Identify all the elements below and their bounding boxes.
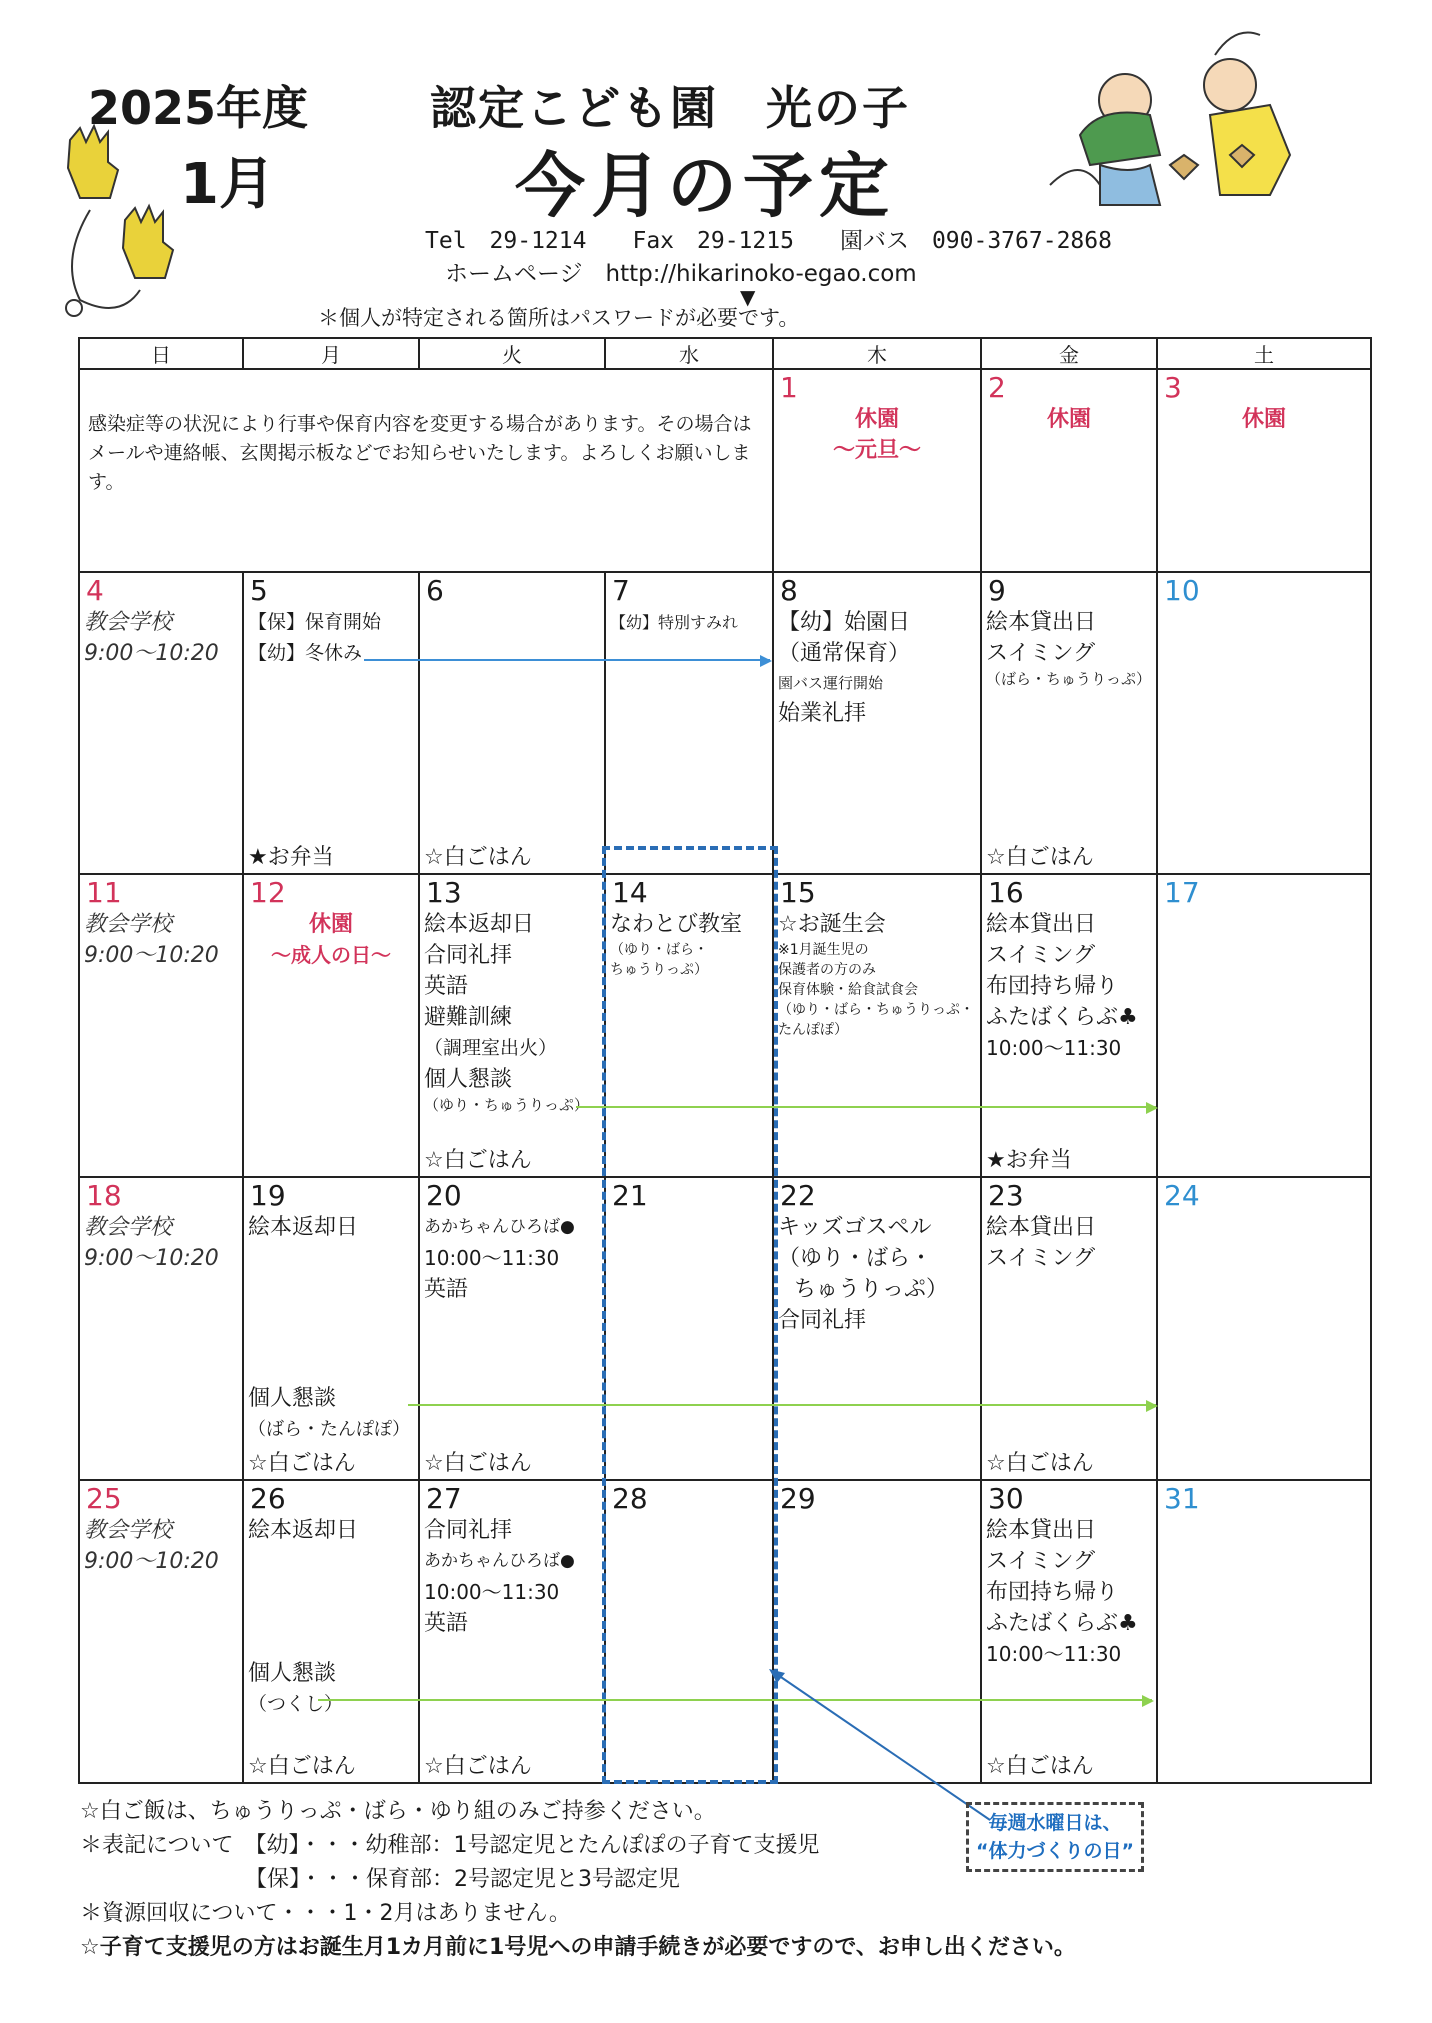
wednesday-fitness-label xyxy=(966,1802,1144,1872)
event: 絵本貸出日 xyxy=(986,912,1097,938)
event: 個人懇談 xyxy=(248,1661,337,1686)
event: 絵本貸出日 xyxy=(986,1518,1097,1544)
day-number: 20 xyxy=(426,1179,462,1213)
day-number: 11 xyxy=(86,876,122,910)
day-cell-9 xyxy=(981,572,1157,875)
event: 保育体験・給食試食会 xyxy=(778,982,918,999)
day-number: 25 xyxy=(86,1482,122,1516)
day-number: 9 xyxy=(988,573,1006,607)
event: 教会学校 xyxy=(84,912,173,938)
day-cell-30 xyxy=(981,1480,1157,1783)
event: （調理室出火） xyxy=(424,1037,558,1060)
day-cell-22 xyxy=(773,1177,981,1480)
event: 園バス運行開始 xyxy=(778,673,884,692)
homepage-url[interactable]: ホームページ http://hikarinoko-egao.com xyxy=(445,261,917,287)
organization-name: 認定こども園 光の子 xyxy=(430,81,910,135)
event: 【幼】始園日 xyxy=(778,609,911,635)
day-number: 19 xyxy=(250,1179,286,1213)
day-number: 22 xyxy=(780,1179,816,1213)
fiscal-year: 2025年度 xyxy=(88,81,309,135)
lunch-note: ☆白ごはん xyxy=(248,1451,356,1477)
day-cell-24 xyxy=(1157,1177,1371,1480)
weekday-fri: 金 xyxy=(981,338,1157,369)
day-cell-19 xyxy=(243,1177,419,1480)
lunch-note: ☆白ごはん xyxy=(424,845,532,871)
day-cell-13 xyxy=(419,874,605,1177)
event: スイミング xyxy=(986,943,1096,969)
day-number: 8 xyxy=(780,573,798,607)
event: 教会学校 xyxy=(84,1215,173,1241)
day-cell-23 xyxy=(981,1177,1157,1480)
day-cell-2 xyxy=(981,369,1157,572)
event: ～元旦～ xyxy=(832,438,921,464)
lunch-note: ☆白ごはん xyxy=(424,1148,532,1174)
day-number: 4 xyxy=(86,573,104,607)
event: 絵本返却日 xyxy=(248,1518,359,1544)
event: ちゅうりっぷ） xyxy=(610,962,708,979)
conference-span-arrow-icon xyxy=(408,1404,1156,1406)
event-time: 9:00～10:20 xyxy=(84,1549,219,1575)
lunch-note: ☆白ごはん xyxy=(248,1754,356,1779)
day-number: 24 xyxy=(1164,1179,1200,1213)
day-number: 27 xyxy=(426,1482,462,1516)
event: なわとび教室 xyxy=(610,912,743,938)
event: ☆お誕生会 xyxy=(778,912,886,938)
day-cell-4 xyxy=(79,572,243,875)
event-time: 10:00～11:30 xyxy=(986,1642,1122,1667)
day-number: 17 xyxy=(1164,876,1200,910)
lunch-note: ☆白ごはん xyxy=(424,1754,532,1779)
label-line: 毎週水曜日は、 xyxy=(988,1812,1122,1834)
sprout-icon: ♣ xyxy=(1118,1005,1138,1031)
event: キッズゴスペル xyxy=(778,1215,932,1241)
event: 始業礼拝 xyxy=(778,700,867,726)
event-time: 9:00～10:20 xyxy=(84,1246,219,1272)
event: 休園 xyxy=(1241,407,1286,433)
day-number: 21 xyxy=(612,1179,648,1213)
day-cell-25 xyxy=(79,1480,243,1783)
event: 布団持ち帰り xyxy=(986,1580,1119,1606)
day-cell-15 xyxy=(773,874,981,1177)
note-line: ＊表記について 【幼】・・・幼稚部：1号認定児とたんぽぽの子育て支援児 xyxy=(80,1833,820,1858)
day-cell-26 xyxy=(243,1480,419,1783)
day-number: 16 xyxy=(988,876,1024,910)
event: スイミング xyxy=(986,1246,1096,1272)
day-cell-6 xyxy=(419,572,605,875)
children-spinning-tops-illustration-icon xyxy=(1040,25,1330,215)
day-number: 28 xyxy=(612,1482,648,1516)
weekday-thu: 木 xyxy=(773,338,981,369)
lunch-note: ☆白ごはん xyxy=(986,845,1094,871)
event-label: ふたばくらぶ xyxy=(986,1005,1119,1031)
event: 避難訓練 xyxy=(424,1005,513,1031)
event: （つくし） xyxy=(248,1693,344,1715)
day-cell-18 xyxy=(79,1177,243,1480)
contact-info: Tel 29-1214 Fax 29-1215 園バス 090-3767-2868 xyxy=(425,228,1112,254)
day-number: 30 xyxy=(988,1482,1024,1516)
day-number: 5 xyxy=(250,573,268,607)
day-cell-31 xyxy=(1157,1480,1371,1783)
event: （ゆり・ばら・ xyxy=(610,942,708,959)
event: 英語 xyxy=(424,1277,469,1303)
winter-break-arrow-icon xyxy=(364,659,770,661)
event: 絵本貸出日 xyxy=(986,609,1097,635)
day-number: 13 xyxy=(426,876,462,910)
event: 保護者の方のみ xyxy=(778,962,876,979)
lunch-note: ★お弁当 xyxy=(986,1148,1072,1174)
gloves-illustration-icon xyxy=(40,120,175,325)
weekday-tue: 火 xyxy=(419,338,605,369)
day-cell-20 xyxy=(419,1177,605,1480)
event: 休園 xyxy=(1046,407,1091,433)
day-cell-8 xyxy=(773,572,981,875)
event: 絵本返却日 xyxy=(248,1215,359,1241)
event: スイミング xyxy=(986,1549,1096,1575)
day-cell-27 xyxy=(419,1480,605,1783)
event: 布団持ち帰り xyxy=(986,974,1119,1000)
day-cell-7 xyxy=(605,572,773,875)
day-cell-12 xyxy=(243,874,419,1177)
day-number: 15 xyxy=(780,876,816,910)
weekday-wed: 水 xyxy=(605,338,773,369)
event: （ゆり・ちゅうりっぷ） xyxy=(424,1096,590,1115)
day-cell-11 xyxy=(79,874,243,1177)
event: （ばら・ちゅうりっぷ） xyxy=(986,669,1152,688)
wednesday-highlight-box xyxy=(602,846,778,1784)
event: 教会学校 xyxy=(84,1518,173,1544)
event xyxy=(420,1212,604,1243)
event-label: あかちゃんひろば xyxy=(424,1551,560,1572)
day-number: 1 xyxy=(780,371,798,405)
event-time: 10:00～11:30 xyxy=(424,1246,560,1271)
event: たんぽぽ） xyxy=(778,1022,848,1039)
day-number: 3 xyxy=(1164,371,1182,405)
event: （ゆり・ばら・ xyxy=(778,1246,933,1272)
event: 合同礼拝 xyxy=(424,943,513,969)
day-number: 18 xyxy=(86,1179,122,1213)
note-line: ☆子育て支援児の方はお誕生月1カ月前に1号児への申請手続きが必要ですので、お申し出ください。 xyxy=(80,1935,1076,1960)
weekday-sun: 日 xyxy=(79,338,243,369)
event-time: 10:00～11:30 xyxy=(986,1036,1122,1061)
event xyxy=(420,1546,604,1577)
event: スイミング xyxy=(986,640,1096,666)
event: 絵本貸出日 xyxy=(986,1215,1097,1241)
event: 英語 xyxy=(424,974,469,1000)
password-note: ＊個人が特定される箇所はパスワードが必要です。 xyxy=(318,306,800,330)
day-number: 10 xyxy=(1164,573,1200,607)
event: 合同礼拝 xyxy=(778,1308,867,1334)
note-line: ☆白ご飯は、ちゅうりっぷ・ばら・ゆり組のみご持参ください。 xyxy=(80,1799,716,1824)
day-number: 2 xyxy=(988,371,1006,405)
event: 絵本返却日 xyxy=(424,912,535,938)
footer-notes xyxy=(80,1795,1380,1965)
lunch-note: ★お弁当 xyxy=(248,845,334,871)
event: 英語 xyxy=(424,1611,469,1637)
day-number: 23 xyxy=(988,1179,1024,1213)
event-label: ふたばくらぶ xyxy=(986,1611,1119,1637)
event: 【幼】特別すみれ xyxy=(610,612,739,632)
event: （ばら・たんぽぽ） xyxy=(248,1419,410,1441)
conference-span-arrow-icon xyxy=(318,1699,1152,1701)
note-line: 【保】・・・保育部：2号認定児と3号認定児 xyxy=(80,1867,680,1892)
event: ※1月誕生児の xyxy=(778,942,869,959)
note-line: ＊資源回収について・・・1・2月はありません。 xyxy=(80,1901,571,1926)
page-title: 今月の予定 xyxy=(515,145,895,227)
day-cell-1 xyxy=(773,369,981,572)
event: ～成人の日～ xyxy=(271,943,391,968)
event: （ゆり・ばら・ちゅうりっぷ・ xyxy=(778,1002,974,1019)
event: 【保】保育開始 xyxy=(248,610,382,633)
day-number: 6 xyxy=(426,573,444,607)
day-number: 29 xyxy=(780,1482,816,1516)
day-cell-17 xyxy=(1157,874,1371,1177)
event-label: あかちゃんひろば xyxy=(424,1217,560,1238)
event xyxy=(982,1002,1156,1033)
event: 合同礼拝 xyxy=(424,1518,513,1544)
day-cell-16 xyxy=(981,874,1157,1177)
event: 教会学校 xyxy=(84,609,173,635)
pointer-arrow-icon: ▼ xyxy=(740,285,756,309)
sprout-icon: ♣ xyxy=(1118,1611,1138,1637)
event-time: 10:00～11:30 xyxy=(424,1580,560,1605)
label-line: “体力づくりの日” xyxy=(976,1840,1134,1862)
lunch-note: ☆白ごはん xyxy=(986,1451,1094,1477)
notice-cell xyxy=(79,369,773,572)
day-number: 7 xyxy=(612,573,630,607)
day-number: 26 xyxy=(250,1482,286,1516)
event: 休園 xyxy=(854,407,899,433)
day-cell-3 xyxy=(1157,369,1371,572)
event-time: 9:00～10:20 xyxy=(84,943,219,969)
event xyxy=(982,1608,1156,1639)
day-cell-10 xyxy=(1157,572,1371,875)
bird-icon: ● xyxy=(560,1217,575,1238)
notice-text: 感染症等の状況により行事や保育内容を変更する場合があります。その場合はメールや連絡帳、玄関掲示板などでお知らせいたします。よろしくお願いします。 xyxy=(88,413,752,494)
event: 【幼】冬休み xyxy=(248,641,363,664)
conference-span-arrow-icon xyxy=(576,1106,1156,1108)
event: 個人懇談 xyxy=(424,1067,513,1093)
event-time: 9:00～10:20 xyxy=(84,640,219,666)
day-cell-5 xyxy=(243,572,419,875)
event: 休園 xyxy=(308,912,353,938)
lunch-note: ☆白ごはん xyxy=(986,1754,1094,1779)
day-number: 31 xyxy=(1164,1482,1200,1516)
lunch-note: ☆白ごはん xyxy=(424,1451,532,1477)
month-title: 1月 xyxy=(180,152,275,217)
day-number: 12 xyxy=(250,876,286,910)
bird-icon: ● xyxy=(560,1551,575,1572)
weekday-sat: 土 xyxy=(1157,338,1371,369)
event: 個人懇談 xyxy=(248,1386,337,1412)
event: （通常保育） xyxy=(778,640,911,666)
day-number: 14 xyxy=(612,876,648,910)
weekday-mon: 月 xyxy=(243,338,419,369)
event: ちゅうりっぷ） xyxy=(794,1277,949,1303)
